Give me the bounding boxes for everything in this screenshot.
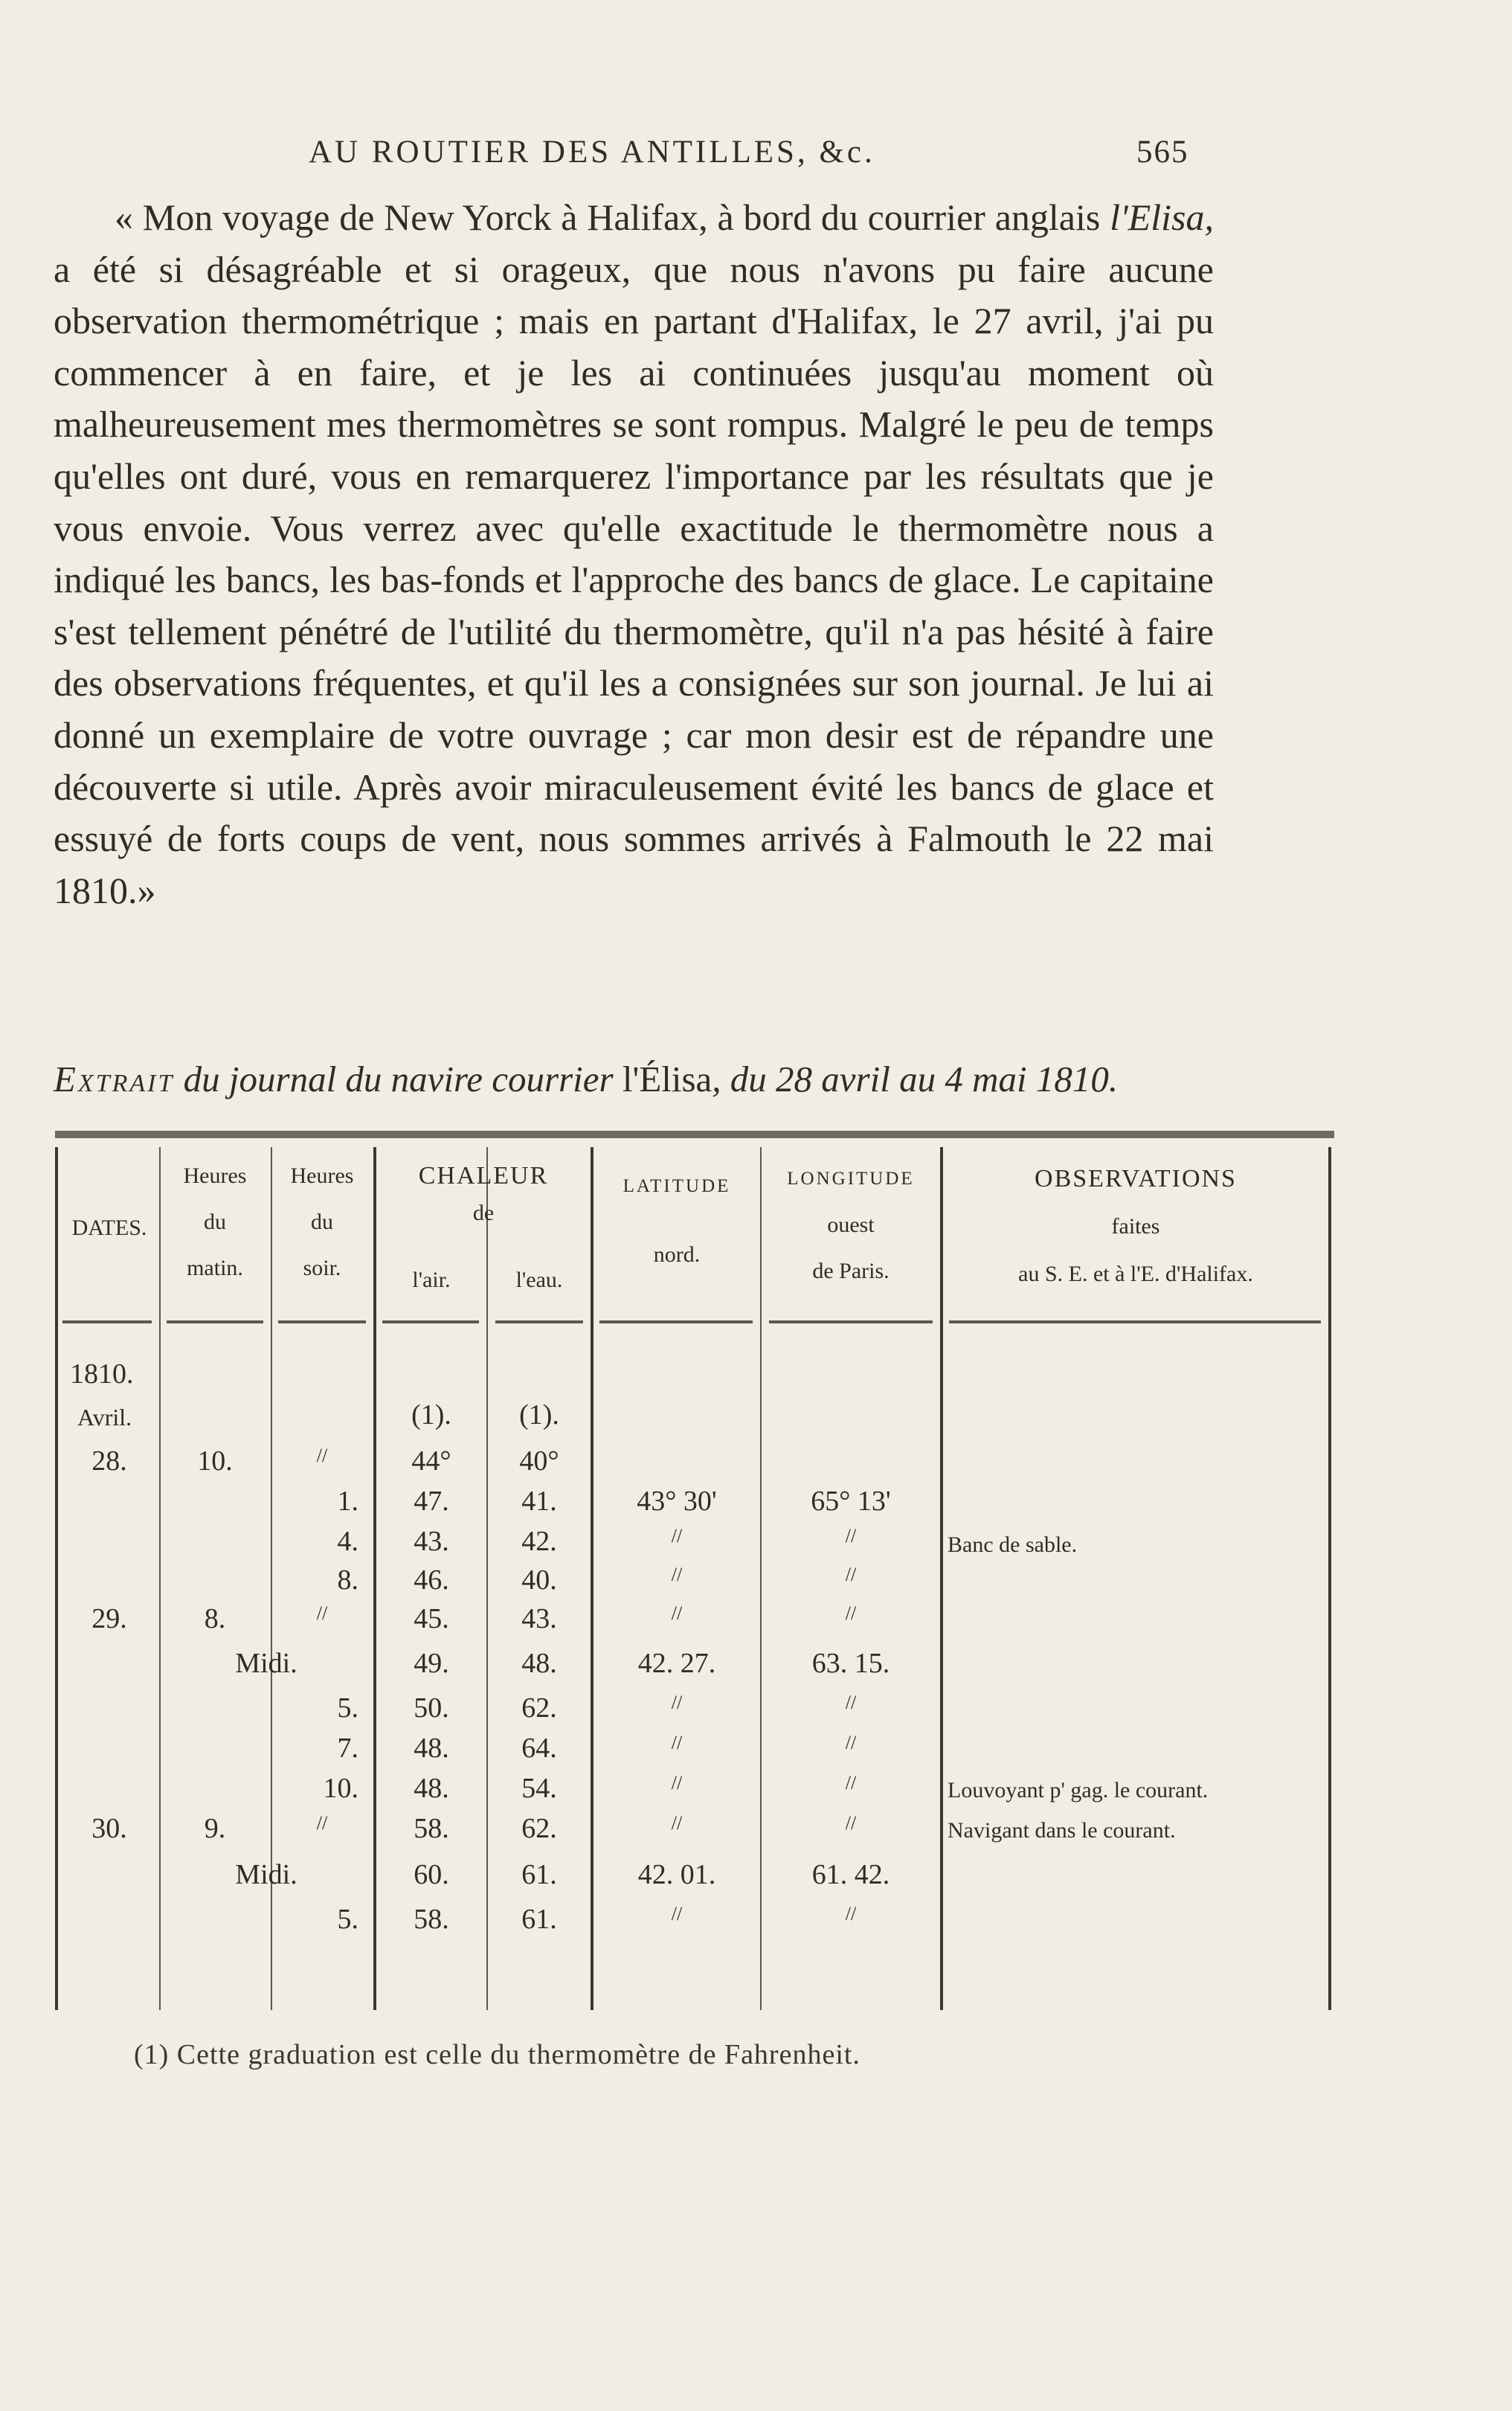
header-matin-3: matin. [187, 1256, 243, 1280]
header-air: l'air. [412, 1268, 451, 1292]
unit-note-air: (1). [411, 1399, 451, 1431]
col-rule-right [1328, 1147, 1331, 2010]
obs-cell: Banc de sable. [948, 1532, 1078, 1557]
midi-cell: Midi. [235, 1648, 297, 1679]
soir-cell: 8. [337, 1564, 358, 1596]
header-observations: OBSERVATIONS [1035, 1165, 1237, 1192]
lat-cell: // [671, 1602, 683, 1624]
header-latitude: LATITUDE [623, 1176, 731, 1196]
header-observations-place: au S. E. et à l'E. d'Halifax. [1018, 1262, 1253, 1286]
air-cell: 49. [414, 1648, 449, 1679]
soir-cell: 7. [337, 1733, 358, 1764]
lat-cell: // [671, 1564, 683, 1585]
header-rule [495, 1320, 583, 1323]
air-cell: 46. [414, 1564, 449, 1596]
header-rule [62, 1320, 152, 1323]
header-soir-1: Heures [290, 1163, 354, 1188]
eau-cell: 61. [521, 1904, 557, 1935]
header-rule [949, 1320, 1321, 1323]
lon-cell: 61. 42. [811, 1859, 890, 1890]
header-longitude: LONGITUDE [787, 1169, 915, 1189]
soir-cell: 4. [337, 1526, 358, 1557]
lon-cell: // [845, 1812, 857, 1834]
header-dates: DATES. [71, 1216, 147, 1240]
header-matin-1: Heures [183, 1163, 247, 1188]
header-soir-2: du [311, 1210, 333, 1234]
lon-cell: // [845, 1525, 857, 1547]
air-cell: 45. [414, 1603, 449, 1634]
air-cell: 47. [414, 1486, 449, 1517]
obs-cell: Louvoyant p' gag. le courant. [948, 1778, 1209, 1802]
soir-cell: // [316, 1445, 328, 1466]
caption-ship: l'Élisa [622, 1059, 712, 1099]
eau-cell: 54. [521, 1773, 557, 1804]
month-cell: Avril. [77, 1404, 132, 1431]
date-cell: 30. [91, 1813, 127, 1844]
ship-name: l'Elisa, [1110, 196, 1214, 238]
header-rule [278, 1320, 366, 1323]
lat-cell: // [671, 1692, 683, 1713]
caption-tail: , du 28 avril au 4 mai 1810. [712, 1059, 1119, 1099]
header-rule [167, 1320, 263, 1323]
lon-cell: 63. 15. [811, 1648, 890, 1679]
lat-cell: 42. 01. [637, 1859, 716, 1890]
header-matin-2: du [204, 1210, 226, 1234]
eau-cell: 48. [521, 1648, 557, 1679]
eau-cell: 41. [521, 1486, 557, 1517]
header-soir-3: soir. [303, 1256, 341, 1280]
eau-cell: 40° [519, 1445, 559, 1477]
eau-cell: 62. [521, 1692, 557, 1724]
air-cell: 58. [414, 1813, 449, 1844]
eau-cell: 64. [521, 1733, 557, 1764]
air-cell: 58. [414, 1904, 449, 1935]
lon-cell: // [845, 1772, 857, 1794]
running-title: AU ROUTIER DES ANTILLES, &c. [309, 135, 875, 170]
lon-cell: // [845, 1602, 857, 1624]
header-rule [599, 1320, 753, 1323]
letter-text-after: a été si désagréable et si orageux, que nous n'avons pu faire aucune observation thermométrique ; mais en partant d'Halifax, le 27 avril, j'ai pu commencer à en faire, et je les ai continuées jusqu'au moment où malheureusement mes thermomètres se sont rompus. Malgré le peu de temps qu'elles ont duré, vous en remarquerez l'importance par les résultats que je vous envoie. Vous verrez avec qu'elle exactitude le thermomètre nous a indiqué les bancs, les bas-fonds et l'approche des bancs de glace. Le capitaine s'est tellement pénétré de l'utilité du thermomètre, qu'il n'a pas hésité à faire des observations fréquentes, et qu'il les a consignées sur son journal. Je lui ai donné un exemplaire de votre ouvrage ; car mon desir est de répandre une découverte si utile. Après avoir miraculeusement évité les bancs de glace et essuyé de forts coups de vent, nous sommes arrivés à Falmouth le 22 mai 1810.» [54, 248, 1214, 911]
soir-cell: // [316, 1812, 328, 1834]
header-rule [769, 1320, 933, 1323]
matin-cell: 8. [204, 1603, 226, 1634]
header-chaleur: CHALEUR [418, 1162, 549, 1190]
lon-cell: // [845, 1564, 857, 1585]
air-cell: 44° [411, 1445, 451, 1477]
caption-middle: du journal du navire courrier [174, 1059, 623, 1099]
lon-cell: // [845, 1692, 857, 1713]
col-rule-left [55, 1147, 58, 2010]
air-cell: 60. [414, 1859, 449, 1890]
air-cell: 48. [414, 1773, 449, 1804]
midi-cell: Midi. [235, 1859, 297, 1890]
header-longitude-ouest: ouest [827, 1213, 875, 1237]
soir-cell: 5. [337, 1692, 358, 1724]
soir-cell: // [316, 1602, 328, 1624]
page-number: 565 [1136, 135, 1189, 170]
unit-note-eau: (1). [519, 1399, 559, 1431]
matin-cell: 10. [197, 1445, 233, 1477]
footnote: (1) Cette graduation est celle du thermomètre de Fahrenheit. [134, 2039, 860, 2070]
header-latitude-nord: nord. [653, 1242, 701, 1267]
lat-cell: // [671, 1812, 683, 1834]
letter-text-before: « Mon voyage de New Yorck à Halifax, à bord du courrier anglais [115, 196, 1110, 238]
eau-cell: 42. [521, 1526, 557, 1557]
eau-cell: 43. [521, 1603, 557, 1634]
caption-lead: Extrait [54, 1059, 175, 1099]
air-cell: 50. [414, 1692, 449, 1724]
lat-cell: // [671, 1525, 683, 1547]
obs-cell: Navigant dans le courant. [948, 1818, 1176, 1843]
header-observations-faites: faites [1111, 1214, 1160, 1239]
date-cell: 28. [91, 1445, 127, 1477]
lon-cell: // [845, 1732, 857, 1753]
header-longitude-paris: de Paris. [812, 1259, 889, 1283]
table-caption [54, 1058, 1333, 1100]
date-cell: 29. [91, 1603, 127, 1634]
eau-cell: 61. [521, 1859, 557, 1890]
letter-paragraph [54, 192, 1214, 916]
eau-cell: 40. [521, 1564, 557, 1596]
running-header [0, 134, 1512, 179]
lat-cell: 43° 30' [637, 1486, 717, 1517]
lon-cell: 65° 13' [811, 1486, 891, 1517]
lat-cell: 42. 27. [637, 1648, 716, 1679]
header-rule [382, 1320, 479, 1323]
lat-cell: // [671, 1772, 683, 1794]
soir-cell: 10. [323, 1773, 358, 1804]
table-top-rule [55, 1131, 1334, 1138]
air-cell: 43. [414, 1526, 449, 1557]
observations-table [55, 1131, 1334, 2016]
header-eau: l'eau. [515, 1268, 563, 1292]
header-chaleur-de: de [472, 1201, 495, 1225]
air-cell: 48. [414, 1733, 449, 1764]
year-cell: 1810. [70, 1358, 134, 1390]
eau-cell: 62. [521, 1813, 557, 1844]
lat-cell: // [671, 1903, 683, 1924]
soir-cell: 5. [337, 1904, 358, 1935]
matin-cell: 9. [204, 1813, 226, 1844]
soir-cell: 1. [337, 1486, 358, 1517]
lon-cell: // [845, 1903, 857, 1924]
lat-cell: // [671, 1732, 683, 1753]
